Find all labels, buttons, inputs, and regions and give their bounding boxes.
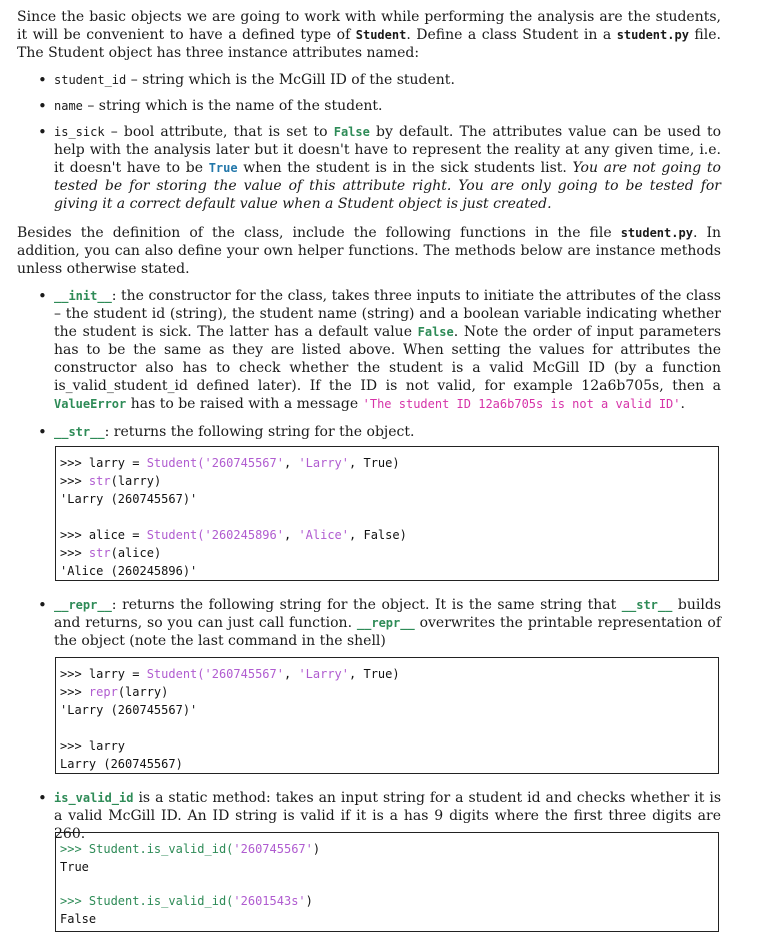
args-rest: (larry) bbox=[117, 685, 169, 699]
code-block-is-valid bbox=[55, 832, 719, 932]
code-is-valid-id: is_valid_id bbox=[54, 791, 134, 805]
builtin-str: str bbox=[88, 474, 111, 488]
prompt: >>> larry = bbox=[60, 456, 147, 470]
bullet-icon: • bbox=[38, 71, 47, 89]
static-call: Student.is_valid_id( bbox=[88, 894, 234, 908]
str-desc: : returns the following string for the object. bbox=[104, 424, 415, 440]
arg-name: 'Alice' bbox=[298, 528, 350, 542]
code-output: 'Alice (260245896)' bbox=[60, 564, 198, 578]
code-block-str bbox=[55, 446, 719, 581]
code-repr: __repr__ bbox=[54, 598, 112, 612]
attribute-desc: – string which is the McGill ID of the student. bbox=[126, 72, 455, 88]
arg-id: '260745567' bbox=[204, 456, 284, 470]
init-text-1: : the constructor for the class, takes three inputs to initiate the attributes of the class – the student id (string), the student name (string) and a boolean variable indicating whether the student is sick. The latter has a default value bbox=[54, 288, 721, 340]
code-block-repr bbox=[55, 657, 719, 774]
class-call: Student( bbox=[146, 667, 205, 681]
close-paren: ) bbox=[312, 842, 321, 856]
code-gap bbox=[60, 719, 712, 737]
is-sick-text-3: when the student is in the sick students list. bbox=[237, 160, 573, 176]
besides-text-1: Besides the definition of the class, include the following functions in the file bbox=[17, 225, 621, 241]
intro-text-2: . Define a class Student in a bbox=[406, 27, 617, 43]
bullet-icon: • bbox=[38, 423, 47, 441]
prompt: >>> bbox=[60, 842, 89, 856]
error-message-string: 'The student ID 12a6b705s is not a valid ID' bbox=[362, 397, 681, 411]
besides-paragraph bbox=[17, 224, 721, 278]
code-student: Student bbox=[355, 28, 407, 42]
list-item-name bbox=[17, 97, 721, 115]
code-output: Larry (260745567) bbox=[60, 757, 183, 771]
is-sick-text-1: – bool attribute, that is set to bbox=[104, 124, 334, 140]
args-rest: (alice) bbox=[110, 546, 162, 560]
intro-paragraph bbox=[17, 8, 721, 62]
attribute-desc: – string which is the name of the student. bbox=[82, 98, 383, 114]
bullet-icon: • bbox=[38, 596, 47, 614]
prompt: >>> bbox=[60, 894, 89, 908]
args-rest: , False) bbox=[349, 528, 407, 542]
code-output: False bbox=[60, 912, 97, 926]
code-line bbox=[60, 544, 712, 562]
code-line bbox=[60, 840, 712, 858]
code-str: __str__ bbox=[54, 425, 105, 439]
list-item-str bbox=[17, 423, 721, 441]
args-rest: , True) bbox=[349, 667, 400, 681]
arg-id: '260245896' bbox=[204, 528, 284, 542]
arg-name: 'Larry' bbox=[298, 456, 350, 470]
code-line bbox=[60, 472, 712, 490]
code-line bbox=[60, 454, 712, 472]
builtin-str: str bbox=[88, 546, 111, 560]
code-student-py-2: student.py bbox=[620, 226, 693, 240]
comma: , bbox=[283, 667, 299, 681]
comma: , bbox=[283, 456, 299, 470]
args-rest: (larry) bbox=[110, 474, 162, 488]
bullet-icon: • bbox=[38, 97, 47, 115]
repr-text-2: builds and returns, so you can just call function. bbox=[54, 597, 722, 631]
is-valid-desc: is a static method: takes an input string for a student id and checks whether it is a valid McGill ID. An ID string is valid if it is a has 9 digits where the first three digits are 260. bbox=[54, 790, 721, 842]
code-is-sick: is_sick bbox=[54, 125, 105, 139]
comma: , bbox=[283, 528, 299, 542]
prompt: >>> bbox=[60, 546, 89, 560]
prompt: >>> alice = bbox=[60, 528, 147, 542]
besides-text-2: . In addition, you can also define your own helper functions. The methods below are instance methods unless otherwise stated. bbox=[17, 225, 721, 277]
prompt: >>> bbox=[60, 685, 89, 699]
keyword-true: True bbox=[208, 161, 238, 175]
prompt: >>> bbox=[60, 474, 89, 488]
list-item-student-id bbox=[17, 71, 721, 89]
code-line bbox=[60, 526, 712, 544]
keyword-false: False bbox=[333, 125, 370, 139]
init-text-2: . Note the order of input parameters has to be the same as they are listed above. When setting the values for attributes the constructor also has to check whether the student is a valid McGill ID (by a function is_valid_student_id defined later). If the ID is not valid, for example 12a6b705s, then a bbox=[54, 324, 721, 394]
method-list-init bbox=[17, 287, 721, 441]
arg-id: '2601543s' bbox=[233, 894, 306, 908]
list-item-repr bbox=[17, 596, 721, 650]
class-call: Student( bbox=[146, 456, 205, 470]
code-line bbox=[60, 892, 712, 910]
close-paren: ) bbox=[305, 894, 313, 908]
keyword-false: False bbox=[417, 325, 454, 339]
code-output: True bbox=[60, 860, 89, 874]
keyword-value-error: ValueError bbox=[54, 397, 127, 411]
init-text-3: has to be raised with a message bbox=[126, 396, 363, 412]
bullet-icon: • bbox=[38, 123, 47, 141]
repr-text-3: overwrites the printable representation of the object (note the last command in the shell) bbox=[54, 615, 721, 649]
is-sick-text-2: by default. The attributes value can be used to help with the analysis later but it doesn't have to represent the reality at any given time, i.e. it doesn't have to be bbox=[54, 124, 721, 176]
arg-id: '260745567' bbox=[233, 842, 313, 856]
static-call: Student.is_valid_id( bbox=[88, 842, 234, 856]
code-gap bbox=[60, 876, 712, 892]
builtin-repr: repr bbox=[88, 685, 118, 699]
code-line bbox=[60, 683, 712, 701]
code-name: name bbox=[54, 99, 83, 113]
code-student-id: student_id bbox=[54, 73, 127, 87]
prompt: >>> larry = bbox=[60, 667, 147, 681]
code-student-py: student.py bbox=[616, 28, 689, 42]
code-str-2: __str__ bbox=[621, 598, 673, 612]
code-line bbox=[60, 665, 712, 683]
attribute-list bbox=[17, 71, 721, 213]
code-repr-2: __repr__ bbox=[356, 616, 415, 630]
is-sick-italic-note: You are not going to tested be for storing the value of this attribute right. You are only going to be tested for giving it a correct default value when a Student object is just created. bbox=[54, 160, 721, 212]
arg-name: 'Larry' bbox=[298, 667, 350, 681]
list-item-init bbox=[17, 287, 721, 413]
method-list-repr bbox=[17, 596, 721, 650]
code-output: 'Larry (260745567)' bbox=[60, 492, 198, 506]
code-init: __init__ bbox=[54, 289, 112, 303]
list-item-is-sick bbox=[17, 123, 721, 213]
arg-id: '260745567' bbox=[204, 667, 284, 681]
class-call: Student( bbox=[146, 528, 205, 542]
intro-text-3: file. The Student object has three instance attributes named: bbox=[17, 27, 721, 61]
repr-text-1: : returns the following string for the object. It is the same string that bbox=[111, 597, 622, 613]
intro-text-1: Since the basic objects we are going to work with while performing the analysis are the students, it will be convenient to have a defined type of bbox=[17, 9, 721, 43]
code-gap bbox=[60, 508, 712, 526]
args-rest: , True) bbox=[349, 456, 400, 470]
code-output: 'Larry (260745567)' bbox=[60, 703, 198, 717]
bullet-icon: • bbox=[38, 789, 47, 807]
bullet-icon: • bbox=[38, 287, 47, 305]
code-line: >>> larry bbox=[60, 739, 126, 753]
init-text-4: . bbox=[680, 396, 685, 412]
